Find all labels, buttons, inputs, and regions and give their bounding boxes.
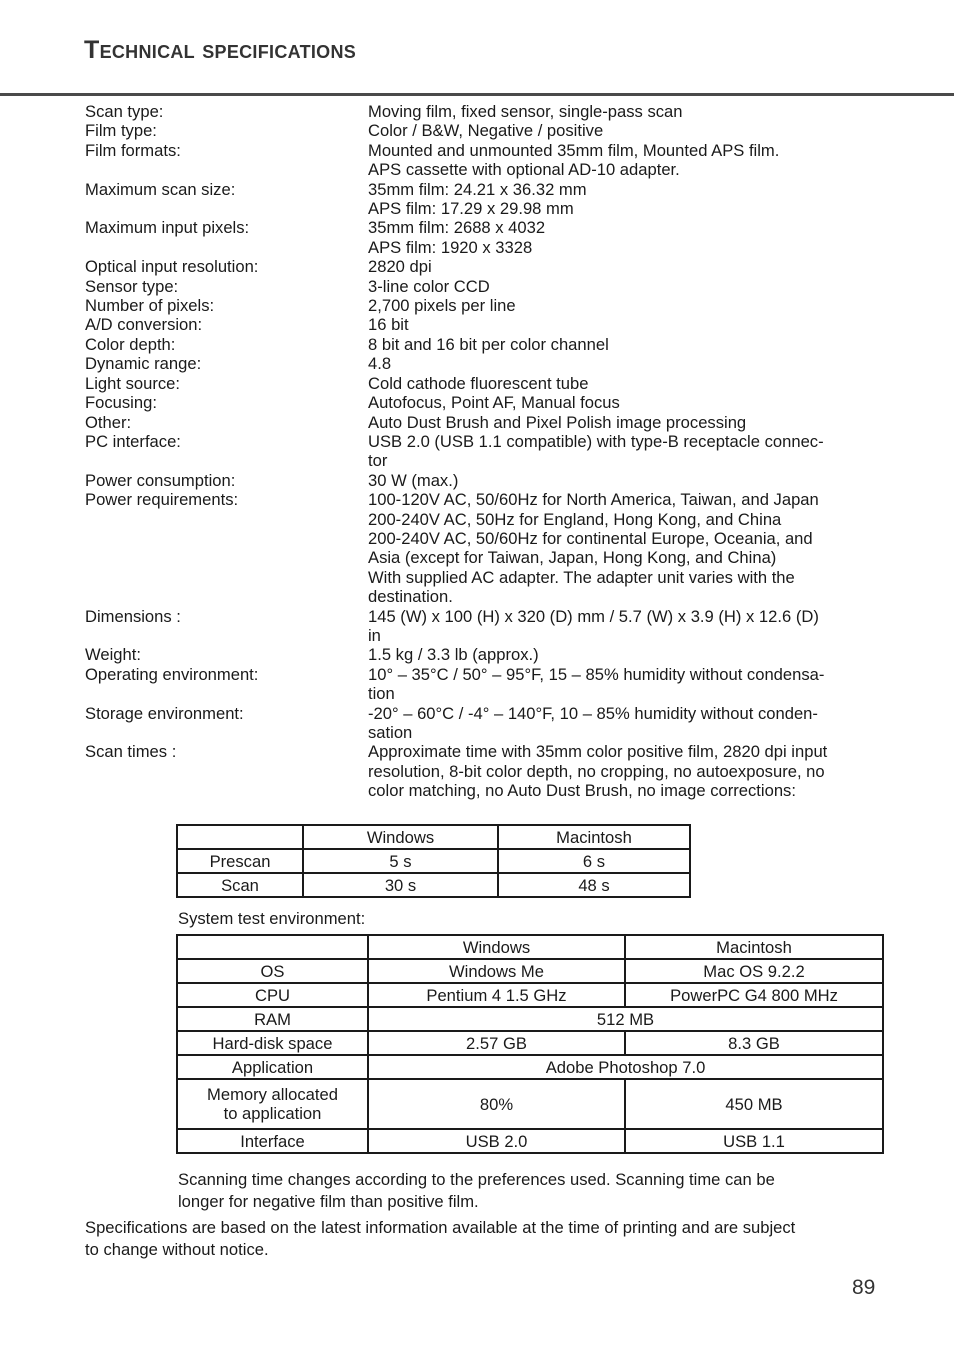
spec-row <box>85 742 885 800</box>
spec-value-line: resolution, 8-bit color depth, no cropping, no autoexposure, no <box>368 761 825 781</box>
spec-label: Number of pixels: <box>85 296 215 316</box>
table-cell <box>177 935 368 959</box>
spec-label: PC interface: <box>85 431 181 451</box>
spec-value <box>368 296 885 315</box>
table-row <box>177 983 883 1007</box>
spec-label: Film formats: <box>85 140 181 160</box>
spec-list <box>85 102 885 801</box>
spec-value <box>368 432 885 471</box>
spec-row <box>85 180 885 219</box>
spec-value-line: 1.5 kg / 3.3 lb (approx.) <box>368 645 539 665</box>
spec-row <box>85 704 885 743</box>
table-cell: Adobe Photoshop 7.0 <box>368 1055 883 1079</box>
system-test-environment-table <box>176 934 884 1154</box>
spec-row <box>85 315 885 334</box>
spec-value-line: Approximate time with 35mm color positive film, 2820 dpi input <box>368 742 828 762</box>
table-row <box>177 1055 883 1079</box>
spec-label: Other: <box>85 412 132 432</box>
spec-row <box>85 645 885 664</box>
spec-label: Scan times : <box>85 742 177 762</box>
note-line: longer for negative film than positive film. <box>178 1192 479 1211</box>
spec-value-line: 200-240V AC, 50/60Hz for continental Europe, Oceania, and <box>368 528 813 548</box>
spec-value-line: Auto Dust Brush and Pixel Polish image processing <box>368 412 747 432</box>
memory-label-line2: to application <box>223 1104 322 1123</box>
table-header-row <box>177 825 690 849</box>
note-line: Scanning time changes according to the preferences used. Scanning time can be <box>178 1170 775 1189</box>
spec-row <box>85 354 885 373</box>
spec-label: Light source: <box>85 373 181 393</box>
spec-row <box>85 665 885 704</box>
spec-row <box>85 218 885 257</box>
table-row <box>177 1007 883 1031</box>
table-row <box>177 1079 883 1129</box>
table-cell <box>177 825 303 849</box>
table-cell: 512 MB <box>368 1007 883 1031</box>
spec-value-line: 8 bit and 16 bit per color channel <box>368 334 609 354</box>
spec-label: Scan type: <box>85 102 164 121</box>
table-cell: Application <box>177 1055 368 1079</box>
spec-value <box>368 335 885 354</box>
table-cell: 2.57 GB <box>368 1031 625 1055</box>
spec-value-line: 200-240V AC, 50Hz for England, Hong Kong, and China <box>368 509 782 529</box>
spec-value-line: 4.8 <box>368 354 392 374</box>
spec-value-line: 3-line color CCD <box>368 276 490 296</box>
spec-value <box>368 141 885 180</box>
spec-value-line: 100-120V AC, 50/60Hz for North America, Taiwan, and Japan <box>368 490 819 510</box>
spec-label: Power consumption: <box>85 470 236 490</box>
table-header-macintosh: Macintosh <box>498 825 690 849</box>
spec-label: Sensor type: <box>85 276 179 296</box>
spec-value <box>368 742 885 800</box>
spec-label: Color depth: <box>85 334 176 354</box>
table-cell <box>177 1079 368 1129</box>
spec-value <box>368 257 885 276</box>
spec-value <box>368 102 885 121</box>
table-row <box>177 849 690 873</box>
spec-row <box>85 257 885 276</box>
spec-value-line: Moving film, fixed sensor, single-pass scan <box>368 102 683 121</box>
spec-row <box>85 335 885 354</box>
table-cell: USB 2.0 <box>368 1129 625 1153</box>
table-header-windows: Windows <box>368 935 625 959</box>
spec-value-line: -20° – 60°C / -4° – 140°F, 10 – 85% humidity without conden- <box>368 703 818 723</box>
spec-value-line: 35mm film: 24.21 x 36.32 mm <box>368 179 587 199</box>
note-line: to change without notice. <box>85 1240 269 1259</box>
spec-label: Dynamic range: <box>85 354 202 374</box>
spec-row <box>85 102 885 121</box>
table-header-windows: Windows <box>303 825 498 849</box>
spec-value-line: tor <box>368 451 388 471</box>
table-row <box>177 873 690 897</box>
scanning-time-note <box>178 1169 775 1213</box>
spec-label: Power requirements: <box>85 490 239 510</box>
spec-label: Dimensions : <box>85 606 181 626</box>
specification-disclaimer <box>85 1217 795 1261</box>
table-row <box>177 1031 883 1055</box>
spec-value-line: Mounted and unmounted 35mm film, Mounted APS film. <box>368 140 780 160</box>
table-cell: Windows Me <box>368 959 625 983</box>
table-cell: 450 MB <box>625 1079 883 1129</box>
spec-value <box>368 645 885 664</box>
page-number: 89 <box>852 1276 876 1299</box>
spec-value-line: Color / B&W, Negative / positive <box>368 121 604 141</box>
table-cell: 30 s <box>303 873 498 897</box>
table-cell: 5 s <box>303 849 498 873</box>
spec-value-line: Asia (except for Taiwan, Japan, Hong Kong, and China) <box>368 548 777 568</box>
spec-value-line: 35mm film: 2688 x 4032 <box>368 218 546 238</box>
memory-label-line1: Memory allocated <box>207 1085 338 1104</box>
spec-row <box>85 374 885 393</box>
spec-value-line: Cold cathode fluorescent tube <box>368 373 589 393</box>
spec-label: Maximum input pixels: <box>85 218 250 238</box>
spec-value-line: tion <box>368 684 395 704</box>
spec-row <box>85 296 885 315</box>
spec-value <box>368 665 885 704</box>
spec-value-line: 10° – 35°C / 50° – 95°F, 15 – 85% humidity without condensa- <box>368 664 825 684</box>
spec-label: Focusing: <box>85 393 157 413</box>
spec-value-line: sation <box>368 723 413 742</box>
spec-value <box>368 393 885 412</box>
table-cell: 48 s <box>498 873 690 897</box>
table-cell: 6 s <box>498 849 690 873</box>
scan-times-table <box>176 824 691 898</box>
spec-value <box>368 471 885 490</box>
spec-value-line: 16 bit <box>368 315 409 335</box>
spec-value-line: 2,700 pixels per line <box>368 296 516 316</box>
spec-label: Operating environment: <box>85 664 259 684</box>
table-cell: CPU <box>177 983 368 1007</box>
spec-value <box>368 218 885 257</box>
spec-value-line: With supplied AC adapter. The adapter unit varies with the <box>368 567 795 587</box>
spec-label: Storage environment: <box>85 703 244 723</box>
spec-value-line: 30 W (max.) <box>368 470 459 490</box>
spec-label: Film type: <box>85 121 157 141</box>
spec-value <box>368 354 885 373</box>
spec-label: Optical input resolution: <box>85 257 259 277</box>
spec-row <box>85 432 885 471</box>
spec-value-line: APS cassette with optional AD-10 adapter. <box>368 160 680 180</box>
spec-label: Maximum scan size: <box>85 179 236 199</box>
spec-value-line: 145 (W) x 100 (H) x 320 (D) mm / 5.7 (W) x 3.9 (H) x 12.6 (D) <box>368 606 819 626</box>
spec-row <box>85 121 885 140</box>
table-cell: USB 1.1 <box>625 1129 883 1153</box>
table-cell: Scan <box>177 873 303 897</box>
spec-value <box>368 180 885 219</box>
table-cell: Hard-disk space <box>177 1031 368 1055</box>
table-header-row <box>177 935 883 959</box>
table-header-macintosh: Macintosh <box>625 935 883 959</box>
spec-row <box>85 607 885 646</box>
spec-value-line: 2820 dpi <box>368 257 432 277</box>
env-caption: System test environment: <box>178 909 366 928</box>
spec-value <box>368 277 885 296</box>
table-cell: 80% <box>368 1079 625 1129</box>
note-line: Specifications are based on the latest information available at the time of printing and are subject <box>85 1218 796 1237</box>
table-cell: Interface <box>177 1129 368 1153</box>
spec-value-line: USB 2.0 (USB 1.1 compatible) with type-B receptacle connec- <box>368 431 824 451</box>
table-cell: PowerPC G4 800 MHz <box>625 983 883 1007</box>
spec-row <box>85 277 885 296</box>
spec-value-line: Autofocus, Point AF, Manual focus <box>368 393 620 413</box>
table-cell: Mac OS 9.2.2 <box>625 959 883 983</box>
table-cell: Prescan <box>177 849 303 873</box>
spec-value-line: color matching, no Auto Dust Brush, no image corrections: <box>368 781 796 801</box>
spec-label: A/D conversion: <box>85 315 203 335</box>
spec-row <box>85 393 885 412</box>
spec-value <box>368 704 885 743</box>
spec-value-line: APS film: 1920 x 3328 <box>368 237 533 257</box>
table-cell: RAM <box>177 1007 368 1031</box>
spec-value <box>368 374 885 393</box>
spec-row <box>85 141 885 180</box>
spec-label: Weight: <box>85 645 141 665</box>
spec-row <box>85 490 885 606</box>
spec-row <box>85 413 885 432</box>
spec-value <box>368 413 885 432</box>
spec-value <box>368 121 885 140</box>
spec-value <box>368 490 885 606</box>
table-cell: Pentium 4 1.5 GHz <box>368 983 625 1007</box>
title-rule <box>0 93 954 96</box>
page-title: Technical specifications <box>84 36 357 64</box>
table-row <box>177 1129 883 1153</box>
spec-value-line: in <box>368 625 381 645</box>
spec-row <box>85 471 885 490</box>
table-row <box>177 959 883 983</box>
spec-value <box>368 315 885 334</box>
spec-value-line: APS film: 17.29 x 29.98 mm <box>368 199 574 219</box>
spec-value-line: destination. <box>368 587 453 607</box>
spec-value <box>368 607 885 646</box>
table-cell: OS <box>177 959 368 983</box>
table-cell: 8.3 GB <box>625 1031 883 1055</box>
